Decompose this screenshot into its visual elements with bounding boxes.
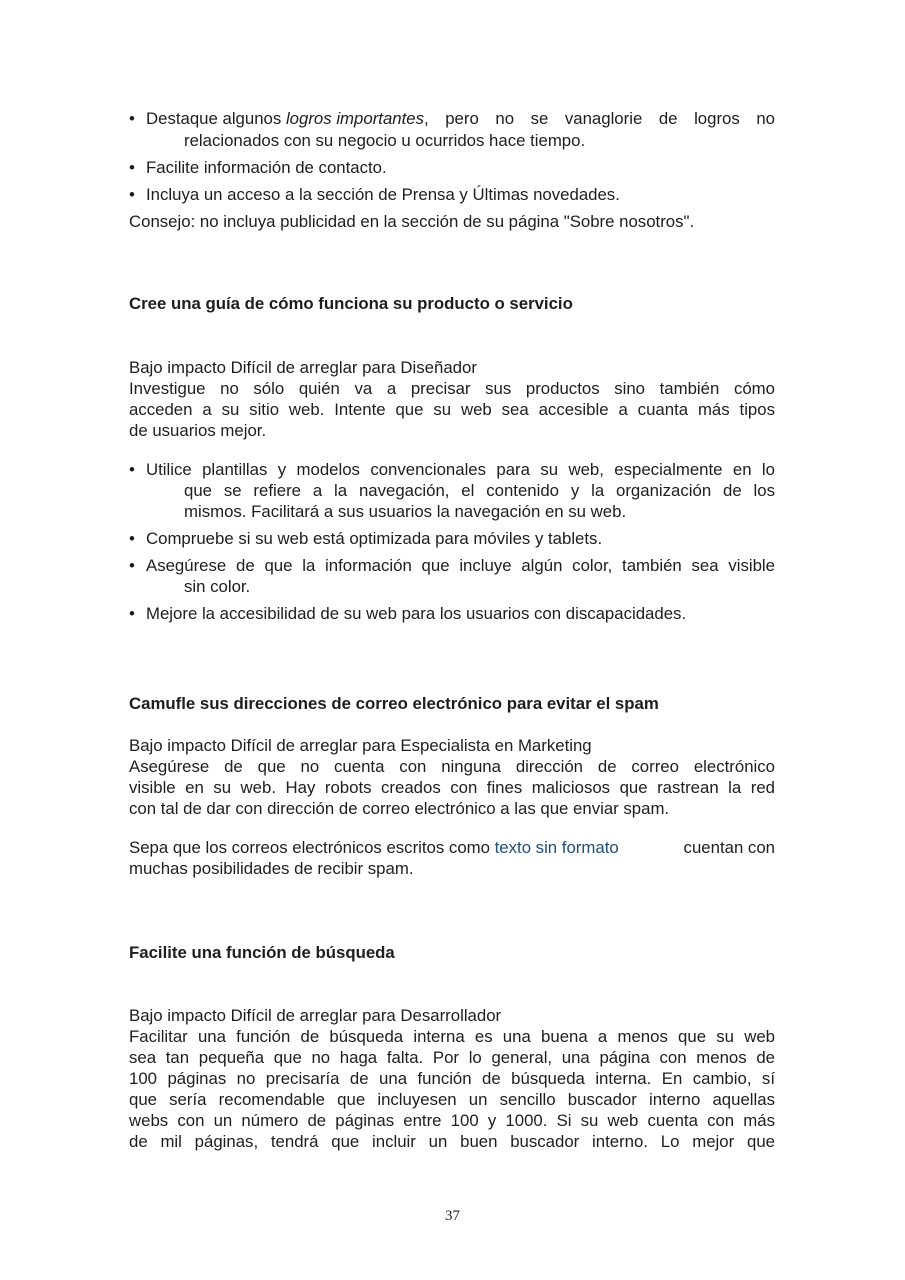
bullet-marker: • [129,529,135,548]
list-item-continuation: relacionados con su negocio u ocurridos hace tiempo. [184,131,586,150]
body-line: muchas posibilidades de recibir spam. [129,859,414,878]
text-segment: , pero no se vanaglorie de logros no [424,109,775,128]
body-line: de usuarios mejor. [129,421,267,440]
body-line: de mil páginas, tendrá que incluir un buen buscador interno. Lo mejor que [129,1132,775,1151]
text-segment: Destaque algunos [146,109,286,128]
body-line: webs con un número de páginas entre 100 y 1000. Si su web cuenta con más [129,1111,775,1130]
section-heading: Facilite una función de búsqueda [129,943,395,962]
body-line [129,837,775,858]
body-line: Investigue no sólo quién va a precisar sus productos sino también cómo [129,379,775,398]
bullet-marker: • [129,109,135,128]
list-item-continuation: sin color. [184,577,251,596]
page-number: 37 [445,1208,460,1220]
body-line: que sería recomendable que incluyesen un sencillo buscador interno aquellas [129,1090,775,1109]
list-item: Mejore la accesibilidad de su web para los usuarios con discapacidades. [146,604,687,623]
body-line: visible en su web. Hay robots creados con fines maliciosos que rastrean la red [129,778,775,797]
section-meta: Bajo impacto Difícil de arreglar para Diseñador [129,358,477,377]
emphasis-text: logros importantes [285,109,424,128]
list-item: Incluya un acceso a la sección de Prensa y Últimas novedades. [146,185,620,204]
text-segment: cuentan con [678,838,775,857]
body-line: Facilitar una función de búsqueda interna es una buena a menos que su web [129,1027,775,1046]
list-item: Facilite información de contacto. [146,158,387,177]
bullet-marker: • [129,185,135,204]
bullet-marker: • [129,460,135,479]
body-line: Asegúrese de que no cuenta con ninguna dirección de correo electrónico [129,757,775,776]
list-item-continuation: que se refiere a la navegación, el contenido y la organización de los [184,481,775,500]
text-segment: Sepa que los correos electrónicos escritos como [129,838,495,857]
bullet-marker: • [129,556,135,575]
section-heading: Cree una guía de cómo funciona su producto o servicio [129,294,573,313]
plain-text-link[interactable]: texto sin formato [494,838,619,857]
tip-text: Consejo: no incluya publicidad en la sección de su página "Sobre nosotros". [129,212,695,231]
list-item: Compruebe si su web está optimizada para móviles y tablets. [146,529,603,548]
section-meta: Bajo impacto Difícil de arreglar para Especialista en Marketing [129,736,592,755]
bullet-marker: • [129,158,135,177]
bullet-marker: • [129,604,135,623]
list-item [146,108,775,129]
body-line: 100 páginas no precisaría de una función de búsqueda interna. En cambio, sí [129,1069,775,1088]
section-meta: Bajo impacto Difícil de arreglar para Desarrollador [129,1006,502,1025]
list-item: Utilice plantillas y modelos convencionales para su web, especialmente en lo [146,460,775,479]
section-heading: Camufle sus direcciones de correo electrónico para evitar el spam [129,694,659,713]
body-line: sea tan pequeña que no haga falta. Por lo general, una página con menos de [129,1048,775,1067]
body-line: con tal de dar con dirección de correo electrónico a las que enviar spam. [129,799,670,818]
list-item: Asegúrese de que la información que incluye algún color, también sea visible [146,556,775,575]
body-line: acceden a su sitio web. Intente que su web sea accesible a cuanta más tipos [129,400,775,419]
list-item-continuation: mismos. Facilitará a sus usuarios la navegación en su web. [184,502,627,521]
